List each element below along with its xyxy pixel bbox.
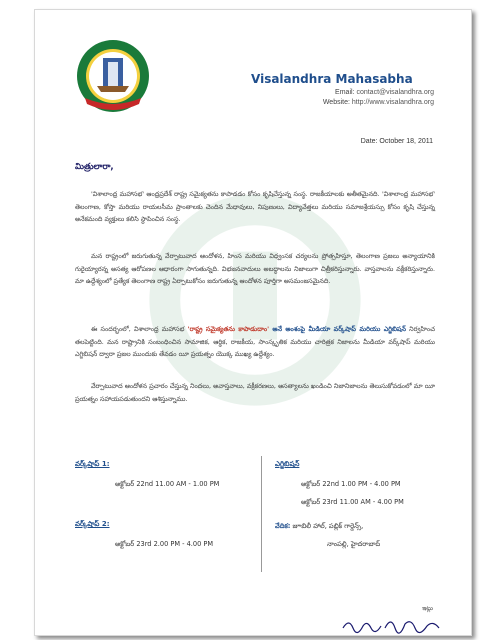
paragraph-event-lead: ఈ సందర్భంలో, విశాలాంధ్ర మహాసభ [91,325,188,333]
paragraph-event [75,323,435,361]
workshop1-title: వర్క్‌షాప్ 1: [75,460,110,468]
paragraph-intro: 'విశాలాంధ్ర మహాసభ' ఆంధ్రప్రదేశ్ రాష్ట్ర సమైక్యతను కాపాడడం కోసం కృషిచేస్తున్న సంస్థ. రాజకీయాలకు అతీతమైనది. 'విశాలాంధ్ర మహాసభ' తెలంగాణ, కోస్తా మరియు రాయలసీమ ప్రాంతాలకు చెందిన మేధావులు, నిపుణులు, విద్యావేత్తలు మరియు సమాజశ్రేయస్సు కోసం కృషి చేస్తున్న అనేకమంది వ్యక్తులు కలిసి స్థాపించిన సంస్థ. [75,190,435,223]
exhibition-time-1: అక్టోబర్ 22nd 1.00 PM - 4.00 PM [301,480,401,488]
letter-date: Date: October 18, 2011 [360,138,433,145]
schedule-divider [261,456,262,572]
workshop1-time: అక్టోబర్ 22nd 11.00 AM - 1.00 PM [115,480,220,488]
venue-address-1: జూబిలీ హాల్, పబ్లిక్ గార్డెన్స్, [290,522,364,530]
contact-block [323,88,434,108]
email-label: Email: [335,89,355,96]
letter-page [34,9,472,636]
event-schedule [75,456,435,588]
email-link[interactable]: contact@visalandhra.org [356,89,434,96]
event-theme: 'రాష్ట్ర సమైక్యతను కాపాడుదాం' [187,325,270,333]
venue-label: వేదిక: [275,522,291,530]
organization-name: Visalandhra Mahasabha [251,72,413,86]
website-link[interactable]: http://www.visalandhra.org [351,99,434,106]
exhibition-time-2: అక్టోబర్ 23rd 11.00 AM - 4.00 PM [301,498,404,506]
exhibition-title: ఎగ్జిబిషన్ [275,460,300,468]
paragraph-event-tail: నిర్వహించ తలపెట్టింది. మన రాష్ట్రానికి సంబంధించిన సామాజిక, ఆర్థిక, రాజకీయ, సాంస్కృతిక మరియు చారిత్రక నిజాలను మీడియా వర్క్‌షాప్ మరియు ఎగ్జిబిషన్ ద్వారా ప్రజల ముందుకు తేవడం యీ ప్రయత్నం యొక్క ముఖ్య ఉద్దేశ్యం. [75,325,435,358]
greeting: మిత్రులారా, [75,162,114,172]
venue-line-2: నాంపల్లి, హైదరాబాద్ [327,540,381,548]
organization-logo [75,38,151,114]
signature-label: ఇట్లు [422,605,433,612]
signature [341,614,441,636]
workshop2-time: అక్టోబర్ 23rd 2.00 PM - 4.00 PM [115,540,214,548]
paragraph-closing: వేర్పాటువాద ఆందోళన ప్రచారం చేస్తున్న నిందలు, అవాస్తవాలు, వక్రీకరణలు, అసత్యాలను ఖండించి నిజానిజాలను తెలుసుకోవడంలో మా యీ ప్రయత్నం సహాయపడుతుందని ఆశిస్తున్నాము. [75,382,435,403]
website-label: Website: [322,99,350,106]
event-type: అనే అంశంపై మీడియా వర్క్‌షాప్ మరియు ఎగ్జిబిషన్ [269,325,406,333]
venue-line-1 [275,522,363,532]
paragraph-context: మన రాష్ట్రంలో జరుగుతున్న వేర్పాటువాద ఆందోళన, హింస మరియు విధ్వంసక చర్యలను ప్రోత్సహిస్తూ, తెలంగాణ ప్రజలు అన్యాయానికి గురైయ్యారన్న అసత్య ఆరోపణల ఆధారంగా సాగుతున్నది. విభజనవాదులు అబద్ధాలను నిజాలుగా చిత్రీకరిస్తున్నారు. వాస్తవాలను వక్రీకరిస్తున్నారు. మా ఉద్దేశ్యంలో ప్రత్యేక తెలంగాణ రాష్ట్ర ఏర్పాటుకోసం జరుగుతున్న ఆందోళన పూర్తిగా అసమంజసమైనది. [75,252,435,285]
organization-header [251,72,451,86]
workshop2-title: వర్క్‌షాప్ 2: [75,520,110,528]
